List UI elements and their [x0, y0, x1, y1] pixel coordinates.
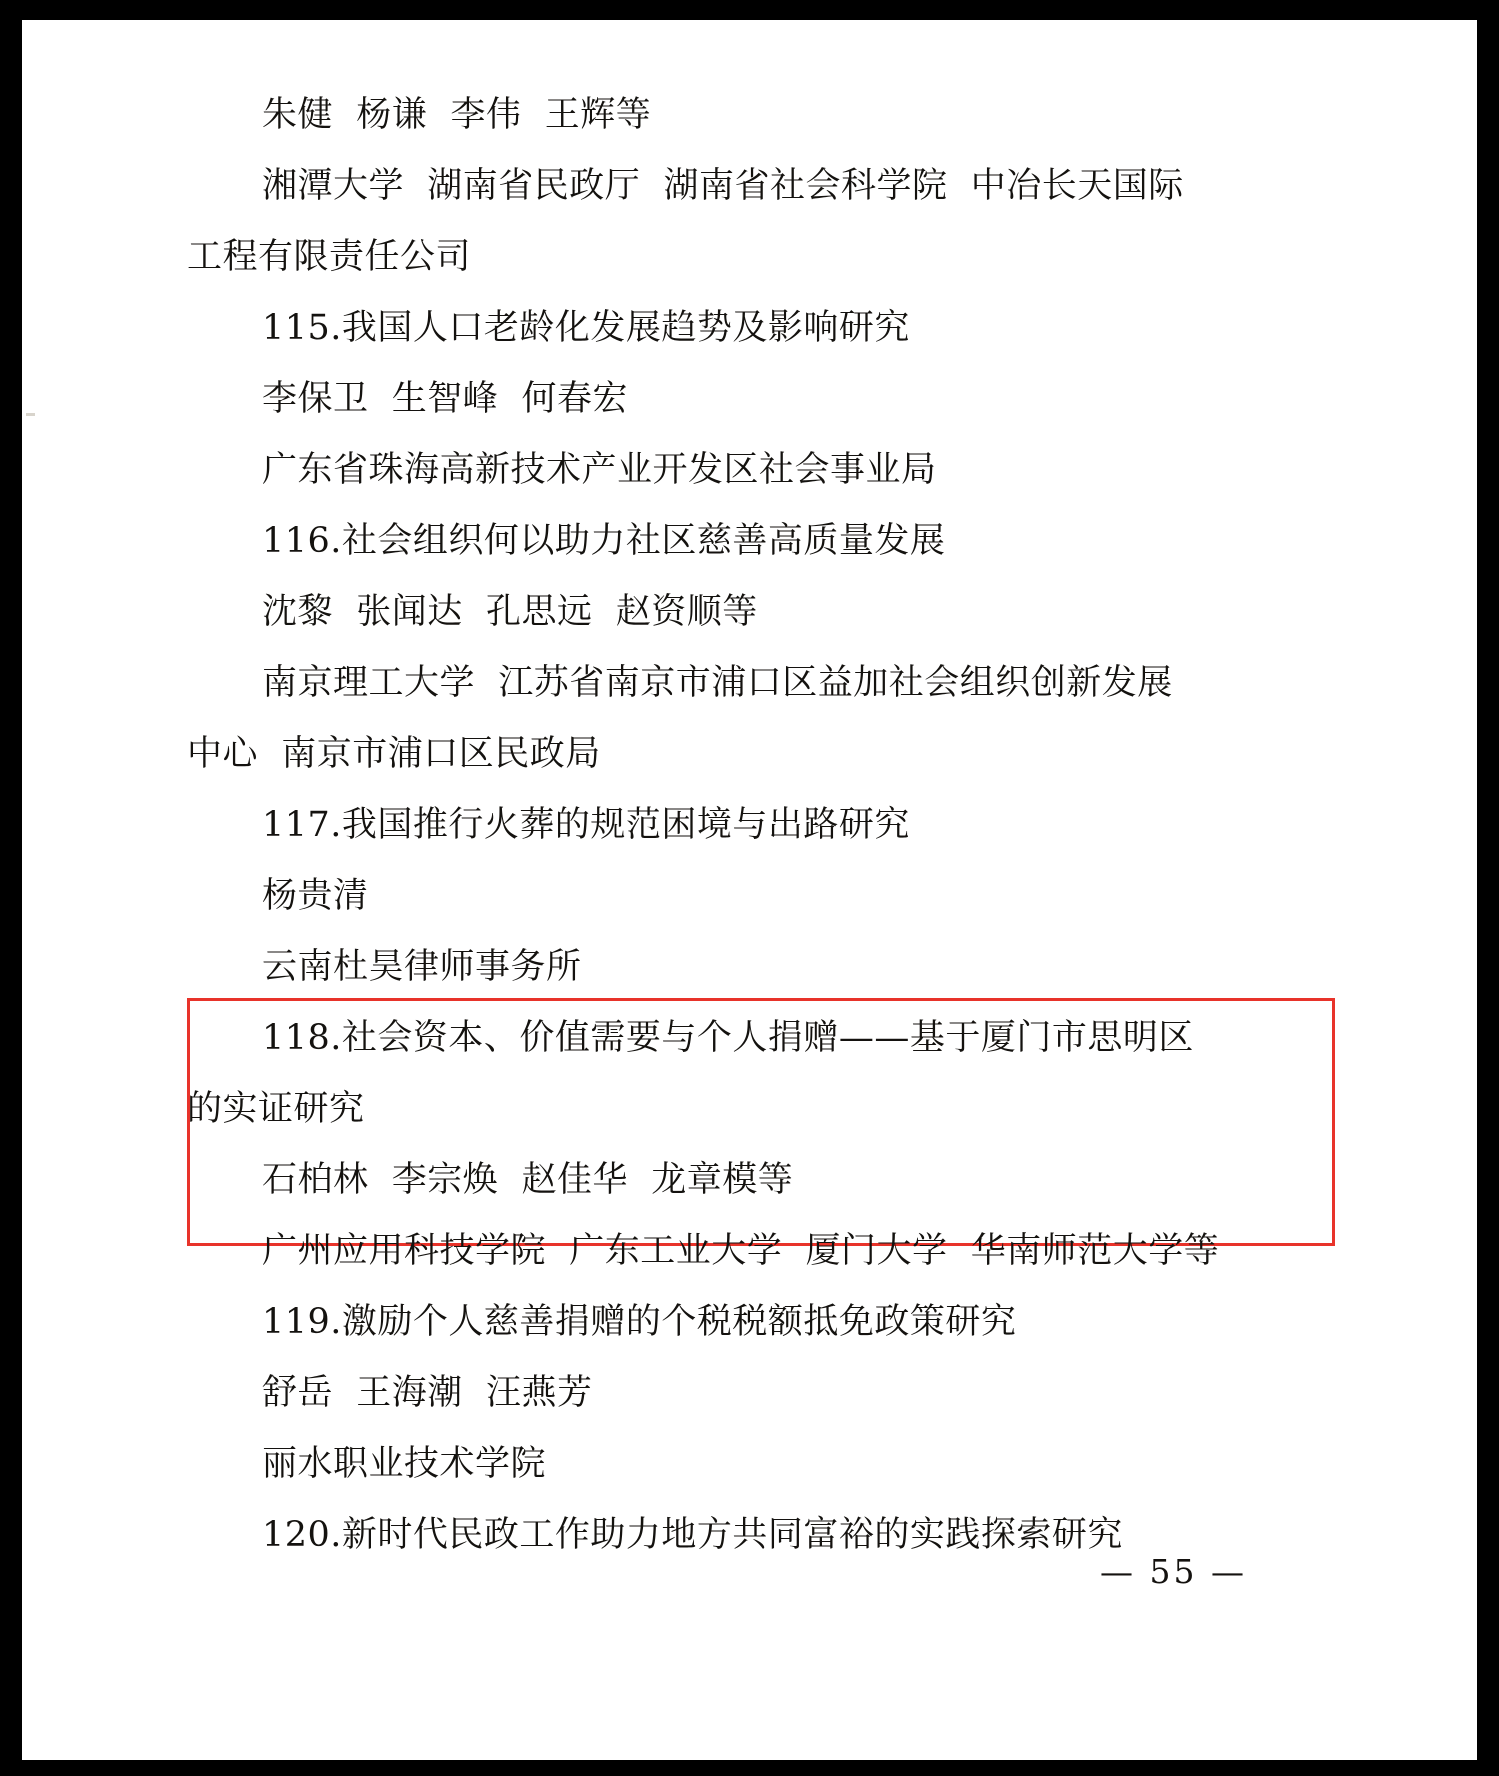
entry-authors-115: 李保卫 生智峰 何春宏	[262, 379, 629, 419]
entry-affiliation-117: 云南杜昊律师事务所	[262, 947, 582, 987]
entry-affiliation-116: 南京理工大学 江苏省南京市浦口区益加社会组织创新发展	[262, 663, 1173, 703]
entry-affiliation-116-cont: 中心 南京市浦口区民政局	[187, 734, 601, 774]
page-text-body	[187, 80, 1307, 1680]
entry-title-117: 117.我国推行火葬的规范困境与出路研究	[262, 805, 910, 845]
text-line: 工程有限责任公司	[187, 237, 472, 277]
text-line: 朱健 杨谦 李伟 王辉等	[262, 95, 652, 135]
text-line: 湘潭大学 湖南省民政厅 湖南省社会科学院 中冶长天国际	[262, 166, 1184, 206]
page-number: — 55 —	[1100, 1552, 1247, 1591]
entry-title-118: 118.社会资本、价值需要与个人捐赠——基于厦门市思明区	[262, 1018, 1194, 1058]
entry-title-118-cont: 的实证研究	[187, 1089, 365, 1129]
entry-authors-118: 石柏林 李宗焕 赵佳华 龙章模等	[262, 1160, 794, 1200]
entry-authors-116: 沈黎 张闻达 孔思远 赵资顺等	[262, 592, 758, 632]
page-edge-mark	[26, 413, 35, 416]
entry-affiliation-118: 广州应用科技学院 广东工业大学 厦门大学 华南师范大学等	[262, 1231, 1220, 1271]
entry-title-120: 120.新时代民政工作助力地方共同富裕的实践探索研究	[262, 1515, 1123, 1555]
entry-title-116: 116.社会组织何以助力社区慈善高质量发展	[262, 521, 946, 561]
entry-affiliation-119: 丽水职业技术学院	[262, 1444, 547, 1484]
entry-authors-117: 杨贵清	[262, 876, 369, 916]
document-page	[22, 20, 1477, 1760]
entry-title-119: 119.激励个人慈善捐赠的个税税额抵免政策研究	[262, 1302, 1017, 1342]
entry-affiliation-115: 广东省珠海高新技术产业开发区社会事业局	[262, 450, 937, 490]
entry-title-115: 115.我国人口老龄化发展趋势及影响研究	[262, 308, 910, 348]
entry-authors-119: 舒岳 王海潮 汪燕芳	[262, 1373, 593, 1413]
